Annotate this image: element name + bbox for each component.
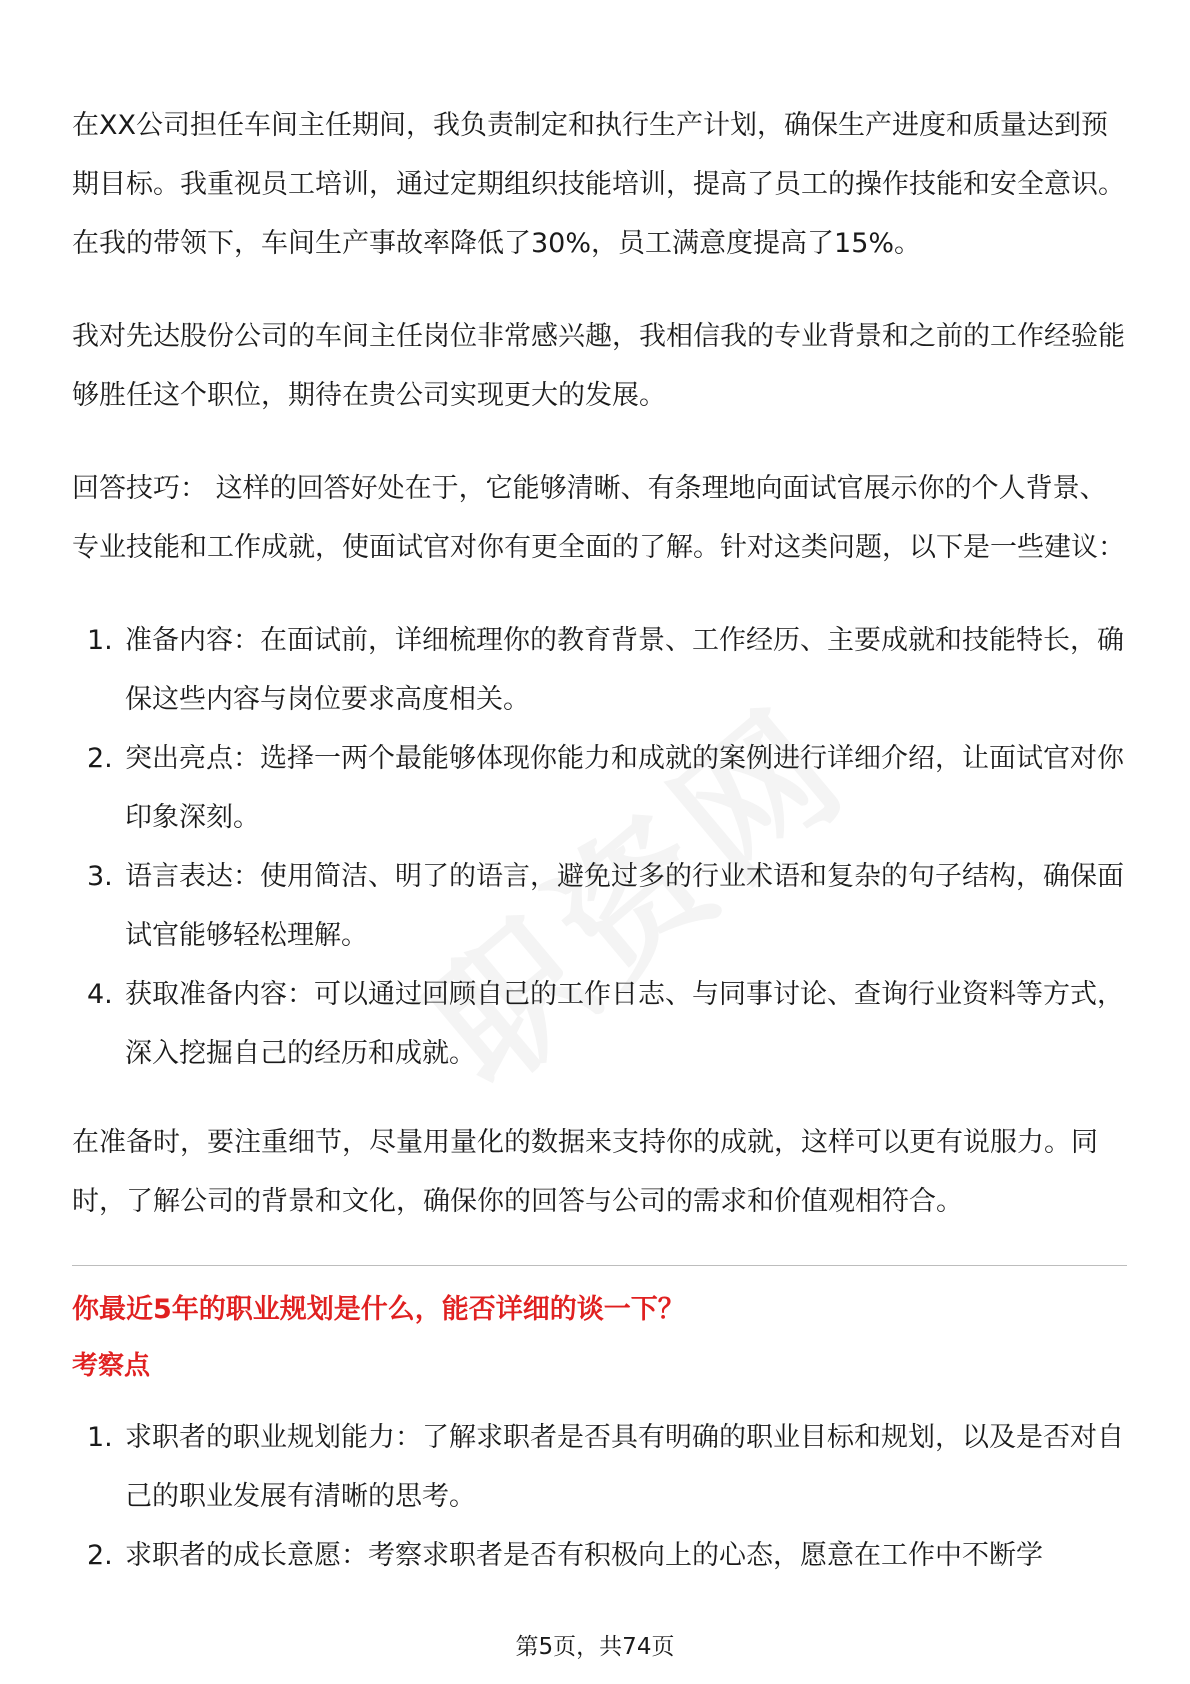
list-item: 2. 突出亮点：选择一两个最能够体现你能力和成就的案例进行详细介绍，让面试官对你印象深刻。 xyxy=(87,743,1124,833)
section-divider xyxy=(72,1265,1127,1266)
tips-list xyxy=(72,611,1127,1083)
question-subtitle: 考察点 xyxy=(72,1351,151,1381)
paragraph-experience: 在XX公司担任车间主任期间，我负责制定和执行生产计划，确保生产进度和质量达到预期目标。我重视员工培训，通过定期组织技能培训，提高了员工的操作技能和安全意识。在我的带领下，车间生产事故率降低了30%，员工满意度提高了15%。 xyxy=(72,110,1125,259)
paragraph-interest: 我对先达股份公司的车间主任岗位非常感兴趣，我相信我的专业背景和之前的工作经验能够胜任这个职位，期待在贵公司实现更大的发展。 xyxy=(72,321,1125,411)
list-item: 3. 语言表达：使用简洁、明了的语言，避免过多的行业术语和复杂的句子结构，确保面试官能够轻松理解。 xyxy=(87,861,1124,951)
paragraph-answer-tips: 回答技巧： 这样的回答好处在于，它能够清晰、有条理地向面试官展示你的个人背景、专业技能和工作成就，使面试官对你有更全面的了解。针对这类问题，以下是一些建议： xyxy=(72,473,1125,563)
list-item: 1. 求职者的职业规划能力：了解求职者是否具有明确的职业目标和规划，以及是否对自己的职业发展有清晰的思考。 xyxy=(87,1422,1124,1512)
list-item: 2. 求职者的成长意愿：考察求职者是否有积极向上的心态，愿意在工作中不断学 xyxy=(87,1540,1043,1571)
page-footer: 第5页，共74页 xyxy=(515,1634,675,1660)
paragraph-closing: 在准备时，要注重细节，尽量用量化的数据来支持你的成就，这样可以更有说服力。同时，了解公司的背景和文化，确保你的回答与公司的需求和价值观相符合。 xyxy=(72,1127,1098,1217)
list-item: 4. 获取准备内容：可以通过回顾自己的工作日志、与同事讨论、查询行业资料等方式，深入挖掘自己的经历和成就。 xyxy=(87,979,1124,1069)
question-title: 你最近5年的职业规划是什么，能否详细的谈一下？ xyxy=(72,1294,685,1325)
main-content xyxy=(72,96,1127,1615)
assessment-points-list xyxy=(72,1408,1127,1585)
list-item: 1. 准备内容：在面试前，详细梳理你的教育背景、工作经历、主要成就和技能特长，确保这些内容与岗位要求高度相关。 xyxy=(87,625,1124,715)
